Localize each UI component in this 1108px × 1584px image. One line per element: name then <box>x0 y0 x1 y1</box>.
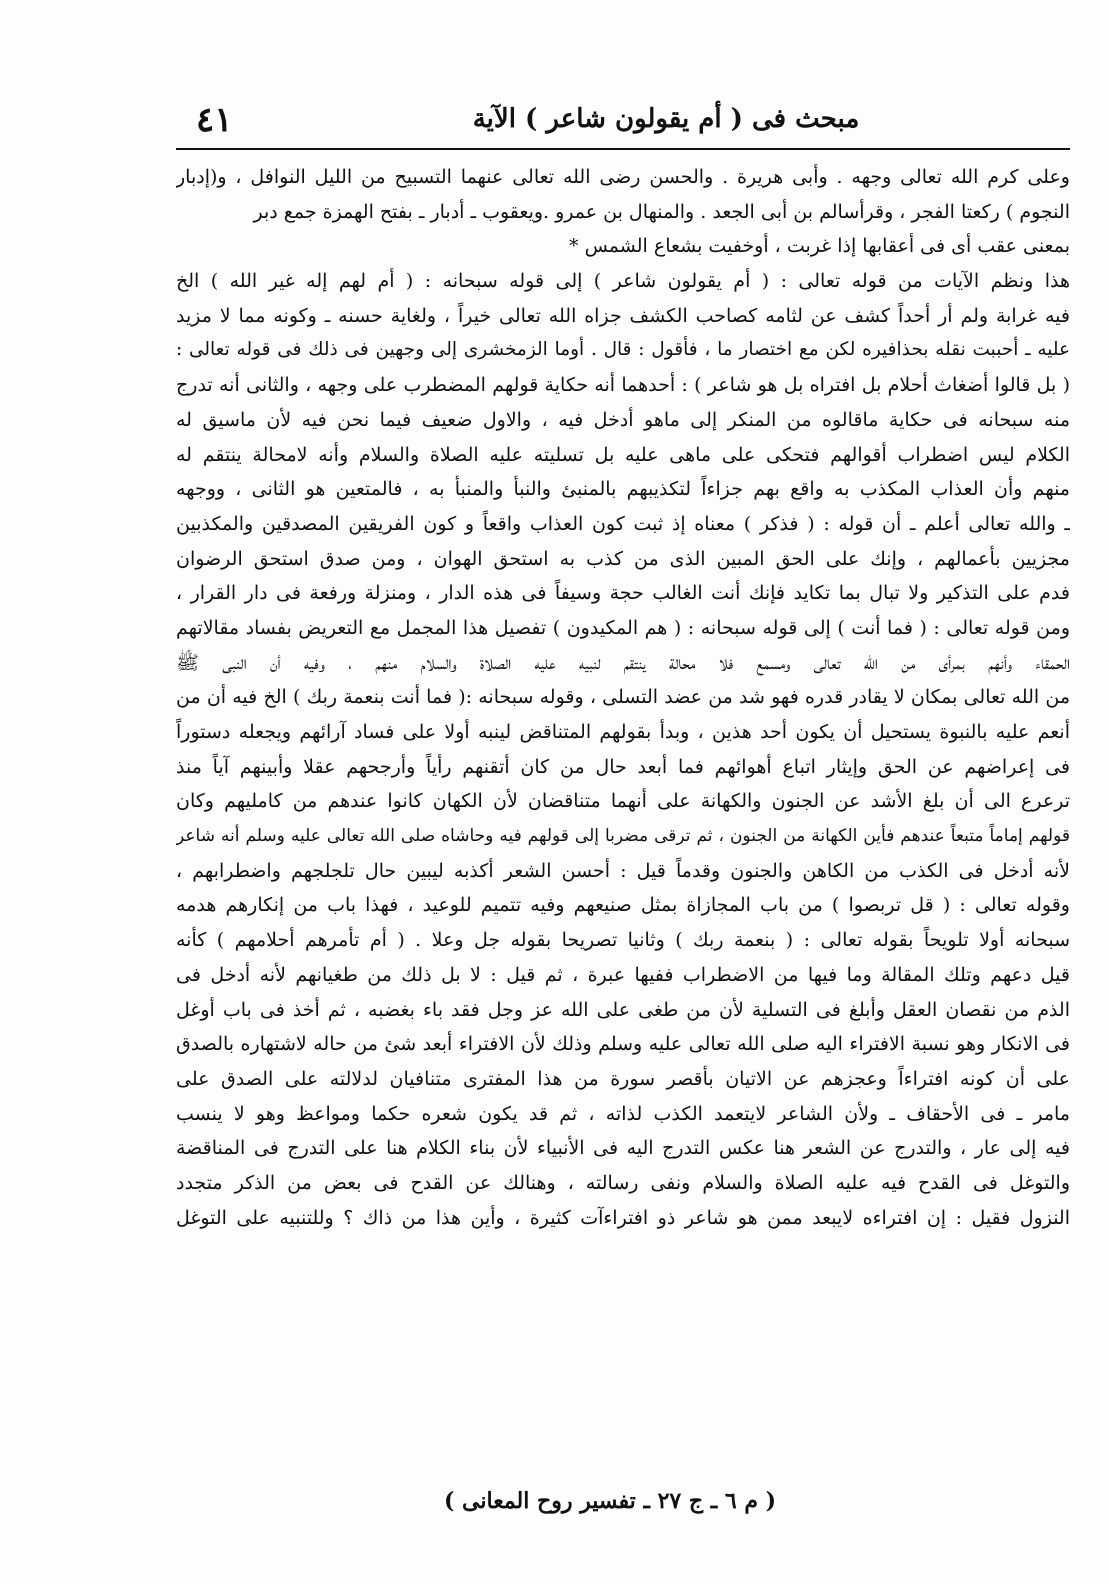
text-line: من الله تعالى بمكان لا يقادر قدره فهو شد من عضد التسلى ، وقوله سبحانه :( فما أنت بنعمة ربك ) الخ فيه أن من <box>176 686 1070 709</box>
text-line: فى الانكار وهو نسبة الافتراء اليه صلى الله تعالى عليه وسلم وذلك لأن الافتراء أبعد شئ من حاله لاشتهاره بالصدق <box>176 1033 1070 1056</box>
text-line: فى إعراضهم عن الحق وإيثار اتباع أهوائهم فما أبعد حال من كان أتقنهم رأياً وأرجحهم عقلا وأبينهم آياً منذ <box>176 755 1070 778</box>
text-line: ـ والله تعالى أعلم ـ أن قوله : ( فذكر ) معناه إذ ثبت كون العذاب واقعاً و كون الفريقين المصدقين والمكذبين <box>176 512 1070 535</box>
text-line: الحمقاء وأنهم بمرأى من الله تعالى ومسمع فلا محالة ينتقم لنبيه عليه الصلاة والسلام منهم ، وفيه أن النبى ﷺ <box>176 651 1070 674</box>
text-line: أنعم عليه بالنبوة يستحيل أن يكون أحد هذين ، وبدأ بقولهم المتناقض لينبه أولا على فساد آرائهم ويجعله دستوراً <box>176 721 1070 743</box>
page-number: ٤١ <box>196 100 233 140</box>
running-title: مبحث فى ( أم يقولون شاعر ) الآية <box>472 104 860 134</box>
text-line: هذا ونظم الآيات من قوله تعالى : ( أم يقولون شاعر ) إلى قوله سبحانه : ( أم لهم إله غير الله ) الخ <box>176 270 1070 293</box>
text-line: سبحانه أولا تلويحاً بقوله تعالى : ( بنعمة ربك ) وثانيا تصريحا بقوله جل وعلا . ( أم تأمرهم أحلامهم ) كأنه <box>176 929 1070 952</box>
text-line: مامر ـ فى الأحقاف ـ ولأن الشاعر لايتعمد الكذب لذاته ، ثم قد يكون شعره حكما ومواعظ وهو لا ينسب <box>176 1102 1070 1125</box>
text-line: بمعنى عقب أى فى أعقابها إذا غربت ، أوخفيت بشعاع الشمس * <box>569 235 1070 258</box>
text-line: قولهم إماماً متبعاً عندهم فأين الكهانة من الجنون ، ثم ترقى مضربا إلى قولهم فيه وحاشاه صلى الله تعالى عليه وسلم أنه شاعر <box>176 826 1070 847</box>
text-line: وعلى كرم الله تعالى وجهه . وأبى هريرة . والحسن رضى الله تعالى عنهما التسبيح من الليل النوافل ، و(إدبار <box>176 166 1070 188</box>
text-line: ومن قوله تعالى : ( فما أنت ) إلى قوله سبحانه : ( هم المكيدون ) تفصيل هذا المجمل مع التعريض بفساد مقالاتهم <box>176 616 1070 639</box>
text-line: منهم وأن العذاب المكذب به واقع بهم جزاءاً لتكذيبهم بالمنبئ والنبأ والمنبأ به ، فالمتعين هو الثانى ، ووجهه <box>176 478 1070 501</box>
header-rule <box>176 148 1070 150</box>
body-text <box>176 160 1070 1235</box>
text-line: والتوغل فى القدح فيه عليه الصلاة والسلام ونفى رسالته ، وهنالك عن القدح فى بعض من الذكر متجدد <box>176 1171 1070 1194</box>
text-line: منه سبحانه فى حكاية ماقالوه من المنكر إلى ماهو أدخل فيه ، والاول ضعيف فيما نحن فيه لأن ماسيق له <box>176 408 1070 431</box>
page-header <box>176 98 1070 146</box>
text-line: الكلام ليس اضطراب أقوالهم فتحكى على ماهى عليه بل تسليته عليه الصلاة والسلام وأنه لامحالة ينتقم له <box>176 443 1070 466</box>
text-line: عليه ـ أحببت نقله بحذافيره لكن مع اختصار ما ، فأقول : قال . أوما الزمخشرى إلى وجهين فى ذلك فى قوله تعالى : <box>176 339 1070 361</box>
text-line: وقوله تعالى : ( قل تربصوا ) من باب المجازاة بمثل صنيعهم وفيه تتميم للوعيد ، فهذا باب من إنكارهم هدمه <box>176 894 1070 917</box>
text-line: الذم من نقصان العقل وأبلغ فى التسلية لأن من طغى على الله عز وجل فقد باء بغضبه ، ثم أخذ فى باب أوغل <box>176 998 1070 1021</box>
signature-footer: ( م ٦ ـ ج ٢٧ ـ تفسير روح المعانى ) <box>443 1488 777 1514</box>
text-line: لأنه أدخل فى الكذب من الكاهن والجنون وقدماً قيل : أحسن الشعر أكذبه ليبين حال تلجلجهم واضطرابهم ، <box>176 859 1070 882</box>
text-line: قيل دعهم وتلك المقالة وما فيها من الاضطراب ففيها عبرة ، ثم قيل : لا بل ذلك من طغيانهم لأنه أدخل فى <box>176 963 1070 986</box>
text-line: ( بل قالوا أضغاث أحلام بل افتراه بل هو شاعر ) : أحدهما أنه حكاية قولهم المضطرب على وجهه ، والثانى أنه تدرج <box>176 374 1070 397</box>
text-line: النزول فقيل : إن افتراءه لايبعد ممن هو شاعر ذو افتراءآت كثيرة ، وأين هذا من ذاك ؟ وللتنبيه على التوغل <box>176 1206 1070 1229</box>
text-line: مجزيين بأعمالهم ، وإنك على الحق المبين الذى من كذب به استحق الهوان ، ومن صدق استحق الرضوان <box>176 547 1070 570</box>
text-line: فيه إلى عار ، والتدرج عن الشعر هنا عكس التدرج اليه فى الأنبياء لأن بناء الكلام هنا على التدرج فى المناقضة <box>176 1137 1070 1160</box>
text-line: النجوم ) ركعتا الفجر ، وقرأسالم بن أبى الجعد . والمنهال بن عمرو .ويعقوب ـ أدبار ـ بفتح الهمزة جمع دبر <box>253 200 1070 223</box>
text-line: فدم على التذكير ولا تبال بما تكايد فإنك أنت الغالب حجة وسيفاً فى هذه الدار ، ومنزلة ورفعة فى دار القرار ، <box>176 582 1070 605</box>
text-line: ترعرع الى أن بلغ الأشد عن الجنون والكهانة على أنهما متناقضان لأن الكهان كانوا عندهم من كامليهم وكان <box>176 790 1070 813</box>
text-line: فيه غرابة ولم أر أحداً كشف عن لثامه كصاحب الكشف جزاه الله تعالى خيراً ، ولغاية حسنه ـ وكونه مما لا مزيد <box>176 304 1070 327</box>
text-line: على أن كونه افتراءاً وعجزهم عن الاتيان بأقصر سورة من هذا المفترى متنافيان لدلالته على الصدق على <box>176 1067 1070 1090</box>
